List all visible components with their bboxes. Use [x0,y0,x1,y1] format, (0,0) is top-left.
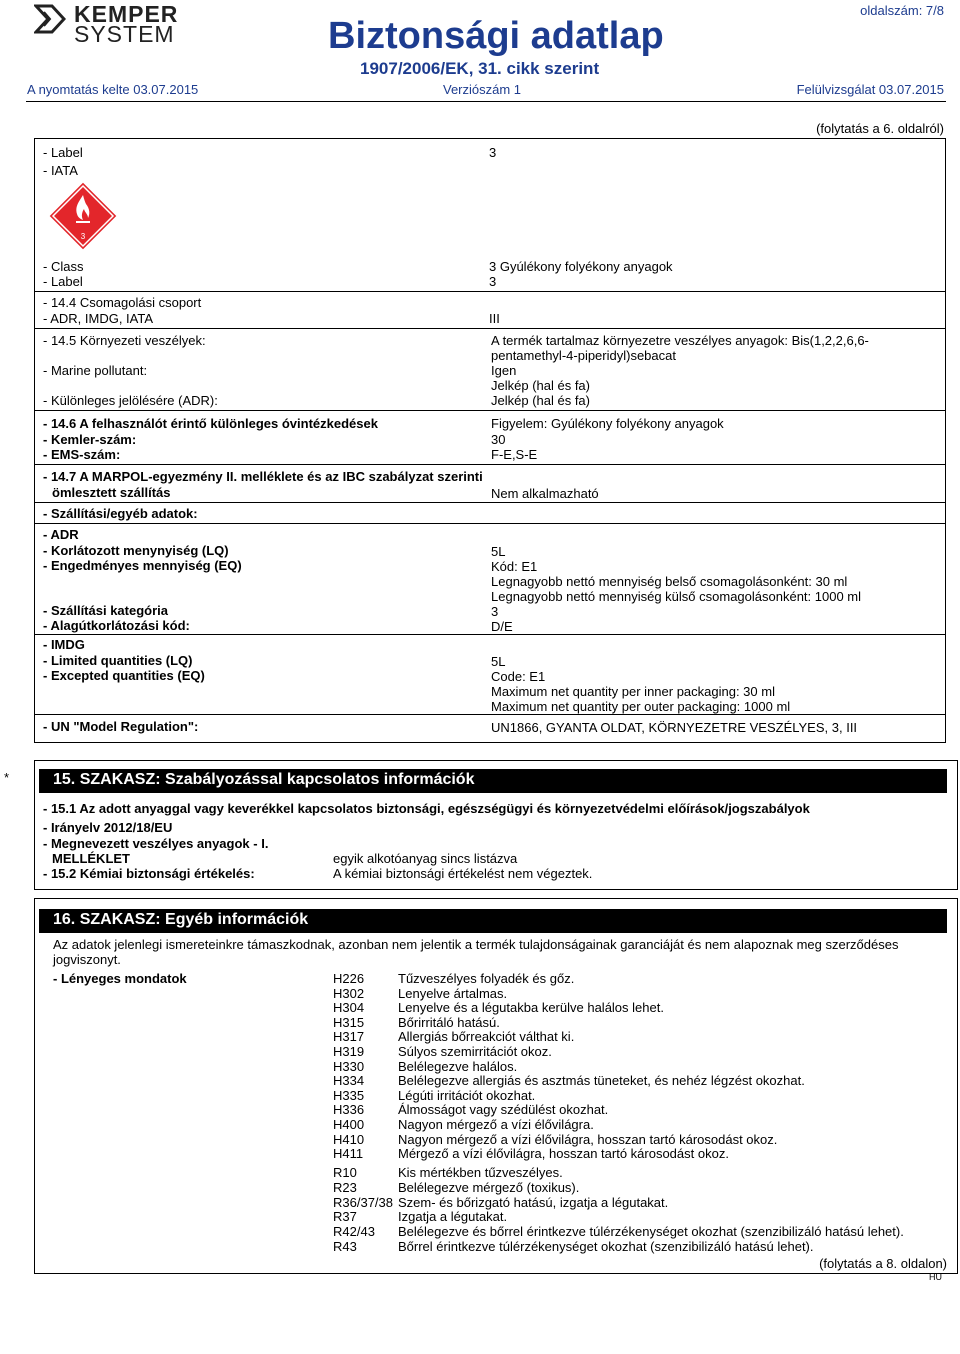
phrase-code: H336 [333,1102,365,1118]
hazard-class-number: 3 [80,232,86,241]
phrase-text: Nagyon mérgező a vízi élővilágra, hosszan tartó károsodást okoz. [398,1131,778,1147]
print-date: A nyomtatás kelte 03.07.2015 [27,82,199,97]
phrase-code: H226 [333,971,365,986]
divider [35,464,945,465]
company-name-line1: KEMPER [74,1,179,27]
label-key: - Label [43,145,83,160]
kemper-logo-icon [34,4,66,34]
document-subtitle: 1907/2006/EK, 31. cikk szerint [360,59,600,78]
imdg-eq-inner: Maximum net quantity per inner packaging: 30 ml [491,684,775,699]
company-name-line2: SYSTEM [74,21,175,47]
env-hazards-value-2: pentamethyl-4-piperidyl)sebacat [491,348,676,363]
phrase-text: Belélegezve és bőrrel érintkezve túlérzékenységet okozhat (szenzibilizáló hatású lehet). [398,1224,904,1240]
divider [35,523,945,524]
marine-pollutant-key: - Marine pollutant: [43,363,148,378]
ems-key: - EMS-szám: [43,447,121,462]
packing-group-sub: - ADR, IMDG, IATA [43,311,154,326]
kemler-key: - Kemler-szám: [43,432,137,447]
phrase-code: H334 [333,1073,365,1089]
annex-key: MELLÉKLET [52,851,130,866]
phrase-text: Allergiás bőrreakciót válthat ki. [398,1029,575,1045]
language-code: HU [929,1272,942,1282]
divider [35,714,945,715]
label2-value: 3 [489,274,497,289]
precautions-key: - 14.6 A felhasználót érintő különleges óvintézkedések [43,416,378,431]
phrase-code: H330 [333,1058,365,1074]
continued-to: (folytatás a 8. oldalon) [819,1256,947,1271]
phrase-text: Légúti irritációt okozhat. [398,1087,536,1103]
directive: - Irányelv 2012/18/EU [43,820,173,835]
section-14-box [34,138,946,743]
phrase-text: Izgatja a légutakat. [398,1209,508,1225]
class-value: 3 Gyúlékony folyékony anyagok [489,259,673,274]
iata-heading: - IATA [43,163,78,178]
marpol-value: Nem alkalmazható [491,486,599,501]
disclaimer-line-2: jogviszonyt. [53,952,121,967]
marpol-key-2: ömlesztett szállítás [52,485,171,500]
section-16-title: 16. SZAKASZ: Egyéb információk [39,909,947,933]
imdg-eq-key: - Excepted quantities (EQ) [43,668,205,683]
phrase-text: Bőrirritáló hatású. [398,1014,500,1030]
marine-pollutant-value: Igen [491,363,517,378]
phrase-text: Kis mértékben tűzveszélyes. [398,1165,563,1180]
header-rule [26,101,946,102]
section-16-box [34,898,958,1274]
phrase-text: Belélegezve mérgező (toxikus). [398,1179,580,1195]
phrase-text: Lenyelve ártalmas. [398,985,508,1001]
un-model-regulation-value: UN1866, GYANTA OLDAT, KÖRNYEZETRE VESZÉLYES, 3, III [491,720,858,735]
special-marking-value: Jelkép (hal és fa) [491,393,590,408]
annex-value: egyik alkotóanyag sincs listázva [333,851,518,866]
phrase-code: R23 [333,1179,357,1195]
phrase-code: H335 [333,1087,365,1103]
env-hazards-value-1: A termék tartalmaz környezetre veszélyes anyagok: Bis(1,2,2,6,6- [491,333,869,348]
disclaimer-line-1: Az adatok jelenlegi ismereteinkre támaszkodnak, azonban nem jelentik a termék tulajdonságainak garanciáját és nem alapoznak meg szerződéses [53,937,899,952]
packing-group-value: III [489,311,500,326]
phrase-code: R37 [333,1209,357,1225]
section-15-box [34,760,958,890]
revision-date: Felülvizsgálat 03.07.2015 [796,82,944,97]
divider [35,410,945,411]
chemical-safety-value: A kémiai biztonsági értékelést nem végeztek. [333,866,593,881]
phrase-text: Bőrrel érintkezve túlérzékenységet okozhat (szenzibilizáló hatású lehet). [398,1239,814,1254]
section-15-1: - 15.1 Az adott anyaggal vagy keverékkel kapcsolatos biztonsági, egészségügyi és környezetvédelmi előírások/jogszabályok [43,801,810,816]
transport-category-key: - Szállítási kategória [43,603,168,618]
phrase-text: Mérgező a vízi élővilágra, hosszan tartó károsodást okoz. [398,1146,729,1162]
phrase-code: H317 [333,1029,365,1045]
env-hazards-key: - 14.5 Környezeti veszélyek: [43,333,206,348]
transport-category-value: 3 [491,604,499,619]
tunnel-code-key: - Alagútkorlátozási kód: [43,618,190,633]
phrase-code: H400 [333,1117,365,1132]
class-key: - Class [43,259,84,274]
phrase-code: H302 [333,985,365,1001]
phrase-code: H319 [333,1044,365,1059]
phrase-code: H410 [333,1131,365,1147]
imdg-eq-outer: Maximum net quantity per outer packaging: 1000 ml [491,699,791,714]
imdg-lq-value: 5L [491,654,506,669]
continued-from: (folytatás a 6. oldalról) [816,121,944,136]
label2-key: - Label [43,274,83,289]
tunnel-code-value: D/E [491,619,513,634]
phrase-text: Álmosságot vagy szédülést okozhat. [398,1102,609,1118]
change-marker: * [4,770,10,785]
imdg-heading: - IMDG [43,637,85,652]
packing-group-key: - 14.4 Csomagolási csoport [43,295,202,310]
marine-pollutant-symbol: Jelkép (hal és fa) [491,378,590,393]
phrase-text: Lenyelve és a légutakba kerülve halálos lehet. [398,1000,664,1016]
phrase-text: Szem- és bőrizgató hatású, izgatja a légutakat. [398,1194,669,1210]
phrase-code: H411 [333,1146,364,1162]
phrase-text: Nagyon mérgező a vízi élővilágra. [398,1117,594,1132]
adr-heading: - ADR [43,527,79,542]
precautions-value: Figyelem: Gyúlékony folyékony anyagok [491,416,724,431]
divider [35,328,945,329]
section-15-title: 15. SZAKASZ: Szabályozással kapcsolatos információk [39,769,947,793]
adr-eq-key: - Engedményes mennyiség (EQ) [43,558,242,573]
relevant-phrases-key: - Lényeges mondatok [53,971,187,986]
adr-lq-key: - Korlátozott menynyiség (LQ) [43,543,229,558]
adr-eq-inner: Legnagyobb nettó mennyiség belső csomagolásonként: 30 ml [491,574,848,589]
marpol-key-1: - 14.7 A MARPOL-egyezmény II. melléklete és az IBC szabályzat szerinti [43,469,483,484]
divider [35,291,945,292]
page-number: oldalszám: 7/8 [860,3,944,18]
phrase-code: R43 [333,1239,357,1254]
adr-lq-value: 5L [491,544,506,559]
transport-other-heading: - Szállítási/egyéb adatok: [43,506,198,521]
phrase-text: Tűzveszélyes folyadék és gőz. [398,971,575,986]
un-model-regulation-key: - UN "Model Regulation": [43,719,199,734]
phrase-text: Belélegezve allergiás és asztmás tüneteket, és nehéz légzést okozhat. [398,1073,805,1089]
adr-eq-code: Kód: E1 [491,559,538,574]
phrase-code: R42/43 [333,1224,375,1240]
phrase-code: H304 [333,1000,365,1016]
ems-value: F-E,S-E [491,447,538,462]
phrase-code: R10 [333,1165,357,1180]
version: Verziószám 1 [443,82,522,97]
adr-eq-outer: Legnagyobb nettó mennyiség külső csomagolásonként: 1000 ml [491,589,862,604]
special-marking-key: - Különleges jelölésére (ADR): [43,393,218,408]
document-title: Biztonsági adatlap [328,15,664,57]
phrase-text: Súlyos szemirritációt okoz. [398,1044,552,1059]
phrase-code: R36/37/38 [333,1194,393,1210]
label-value: 3 [489,145,497,160]
divider [35,634,945,635]
phrase-code: H315 [333,1014,365,1030]
kemler-value: 30 [491,432,506,447]
imdg-eq-code: Code: E1 [491,669,546,684]
imdg-lq-key: - Limited quantities (LQ) [43,653,193,668]
chemical-safety-key: - 15.2 Kémiai biztonsági értékelés: [43,866,255,881]
phrase-text: Belélegezve halálos. [398,1058,518,1074]
flammable-liquid-hazard-icon [48,181,118,251]
divider [35,502,945,503]
named-substances: - Megnevezett veszélyes anyagok - I. [43,836,269,851]
